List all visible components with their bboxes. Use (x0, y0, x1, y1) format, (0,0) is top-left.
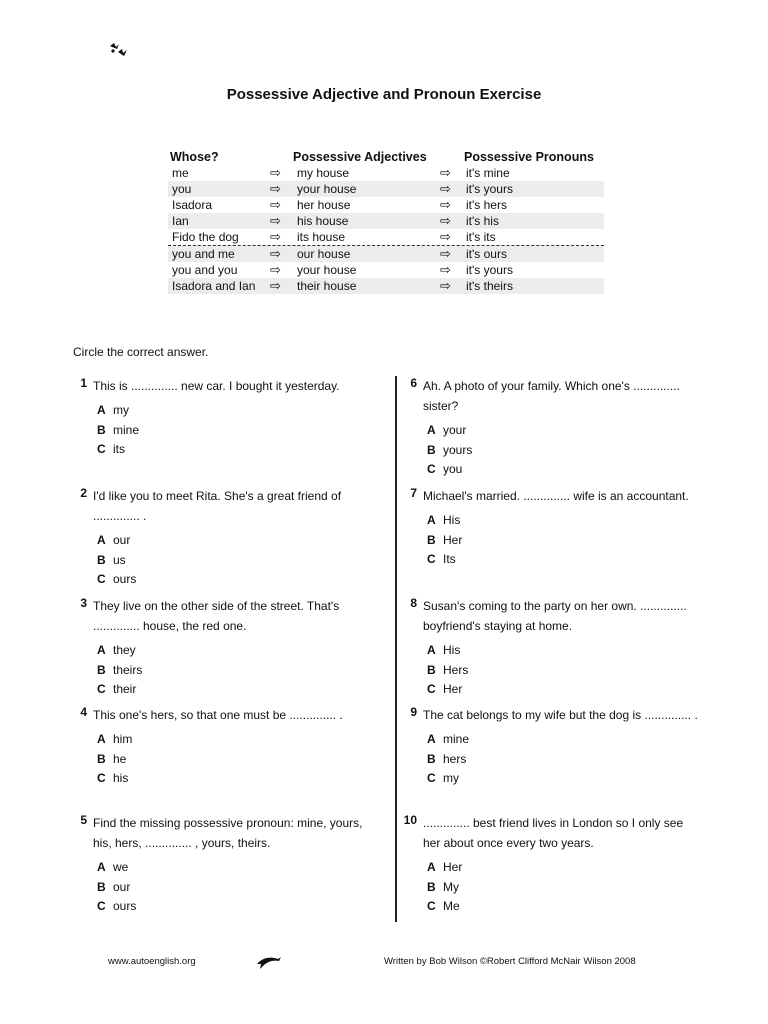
arrow-icon: ⇨ (270, 213, 281, 228)
option-text: theirs (113, 662, 143, 677)
possessive-adjective-cell: her house (297, 198, 351, 212)
option-letter: C (427, 462, 436, 476)
option-letter: B (427, 879, 436, 894)
option-letter: B (427, 662, 436, 677)
question-5 (73, 813, 373, 917)
option-text: my (443, 771, 459, 785)
option-text: our (113, 879, 131, 894)
question-text: This is .............. new car. I bought it yesterday. (93, 379, 340, 393)
question-number: 3 (80, 596, 87, 610)
answer-option[interactable] (97, 440, 373, 460)
table-row (168, 165, 604, 181)
header-possessive-adjectives: Possessive Adjectives (293, 150, 427, 164)
question-text: Ah. A photo of your family. Which one's .............. sister? (423, 379, 680, 413)
question-number: 9 (410, 705, 417, 719)
question-text: I'd like you to meet Rita. She's a great friend of .............. . (93, 489, 342, 523)
website-link[interactable]: www.autoenglish.org (108, 956, 196, 967)
answer-option[interactable] (427, 680, 703, 700)
option-text: My (443, 879, 459, 894)
option-letter: C (97, 572, 106, 586)
option-letter: A (427, 732, 436, 746)
arrow-icon: ⇨ (270, 165, 281, 180)
question-8 (403, 596, 703, 700)
answer-options (427, 641, 703, 700)
answer-options (427, 421, 703, 480)
whose-cell: Ian (172, 214, 189, 228)
answer-options (97, 858, 373, 917)
possessive-pronoun-cell: it's ours (466, 247, 507, 261)
arrow-icon: ⇨ (270, 262, 281, 277)
option-text: Her (443, 532, 463, 547)
answer-option[interactable] (97, 531, 373, 551)
whose-cell: you (172, 182, 192, 196)
option-text: his (113, 771, 129, 785)
option-letter: C (427, 899, 436, 913)
answer-option[interactable] (97, 551, 373, 571)
column-divider (395, 376, 397, 922)
table-row (168, 229, 604, 245)
whose-cell: you and me (172, 247, 235, 261)
answer-option[interactable] (97, 858, 373, 878)
option-text: Hers (443, 662, 469, 677)
option-text: my (113, 403, 129, 417)
option-letter: B (427, 532, 436, 547)
option-letter: C (97, 899, 106, 913)
answer-option[interactable] (427, 441, 703, 461)
possessive-pronoun-cell: it's mine (466, 166, 510, 180)
answer-option[interactable] (427, 858, 703, 878)
arrow-icon: ⇨ (440, 213, 451, 228)
option-letter: B (97, 422, 106, 437)
question-4 (73, 705, 373, 789)
arrow-icon: ⇨ (440, 229, 451, 244)
table-row (168, 262, 604, 278)
possessive-pronoun-cell: it's yours (466, 182, 513, 196)
question-1 (73, 376, 373, 460)
option-text: Me (443, 899, 460, 913)
option-letter: B (427, 442, 436, 457)
question-number: 1 (80, 376, 87, 390)
answer-option[interactable] (427, 730, 703, 750)
arrow-icon: ⇨ (270, 229, 281, 244)
question-3 (73, 596, 373, 700)
question-text: The cat belongs to my wife but the dog is .............. . (423, 708, 698, 722)
option-text: its (113, 442, 125, 456)
table-row (168, 181, 604, 197)
arrow-icon: ⇨ (440, 181, 451, 196)
possessive-adjective-cell: your house (297, 263, 357, 277)
option-letter: A (427, 423, 436, 437)
question-text: Find the missing possessive pronoun: mine, yours, his, hers, .............. , yours, theirs. (93, 816, 363, 850)
option-text: Her (443, 682, 463, 696)
possessive-adjective-cell: his house (297, 214, 349, 228)
option-text: your (443, 423, 467, 437)
option-letter: C (427, 682, 436, 696)
birds-logo-icon (108, 40, 130, 60)
question-number: 5 (80, 813, 87, 827)
option-letter: A (97, 643, 106, 657)
possessives-table (168, 150, 604, 294)
question-text: They live on the other side of the street. That's .............. house, the red one. (93, 599, 340, 633)
answer-option[interactable] (97, 897, 373, 917)
answer-option[interactable] (427, 897, 703, 917)
option-text: he (113, 751, 127, 766)
answer-option[interactable] (427, 531, 703, 551)
arrow-icon: ⇨ (440, 278, 451, 293)
answer-option[interactable] (427, 878, 703, 898)
answer-option[interactable] (427, 550, 703, 570)
arrow-icon: ⇨ (270, 181, 281, 196)
answer-option[interactable] (97, 570, 373, 590)
answer-option[interactable] (97, 769, 373, 789)
answer-option[interactable] (97, 730, 373, 750)
question-number: 10 (403, 813, 417, 827)
whose-cell: you and you (172, 263, 238, 277)
answer-option[interactable] (427, 421, 703, 441)
answer-option[interactable] (427, 460, 703, 480)
question-10 (403, 813, 703, 917)
option-letter: A (97, 533, 106, 547)
option-text: Its (443, 552, 456, 566)
question-number: 4 (80, 705, 87, 719)
answer-option[interactable] (97, 641, 373, 661)
option-letter: C (427, 552, 436, 566)
possessive-pronoun-cell: it's theirs (466, 279, 513, 293)
arrow-icon: ⇨ (440, 246, 451, 261)
answer-option[interactable] (97, 401, 373, 421)
answer-option[interactable] (427, 661, 703, 681)
option-letter: A (427, 643, 436, 657)
answer-option[interactable] (97, 878, 373, 898)
option-letter: C (97, 682, 106, 696)
whose-cell: Isadora (172, 198, 213, 212)
option-letter: B (97, 662, 106, 677)
question-number: 7 (410, 486, 417, 500)
copyright-credit: Written by Bob Wilson ©Robert Clifford McNair Wilson 2008 (384, 956, 636, 967)
answer-option[interactable] (427, 641, 703, 661)
option-letter: B (97, 751, 106, 766)
arrow-icon: ⇨ (440, 197, 451, 212)
option-letter: A (97, 732, 106, 746)
option-text: ours (113, 572, 137, 586)
arrow-icon: ⇨ (440, 262, 451, 277)
option-text: hers (443, 751, 467, 766)
option-text: yours (443, 442, 473, 457)
possessive-pronoun-cell: it's its (466, 230, 496, 244)
question-2 (73, 486, 373, 590)
option-text: they (113, 643, 136, 657)
option-text: we (113, 860, 129, 874)
option-text: you (443, 462, 463, 476)
option-text: mine (443, 732, 470, 746)
page-title: Possessive Adjective and Pronoun Exercise (226, 86, 542, 103)
possessive-adjective-cell: your house (297, 182, 357, 196)
arrow-icon: ⇨ (270, 246, 281, 261)
possessive-pronoun-cell: it's yours (466, 263, 513, 277)
question-6 (403, 376, 703, 480)
answer-options (97, 641, 373, 700)
option-text: His (443, 513, 461, 527)
arrow-icon: ⇨ (440, 165, 451, 180)
possessive-pronoun-cell: it's his (466, 214, 499, 228)
answer-options (97, 730, 373, 789)
question-number: 2 (80, 486, 87, 500)
question-text: .............. best friend lives in London so I only see her about once every two years. (423, 816, 684, 850)
answer-option[interactable] (97, 680, 373, 700)
arrow-icon: ⇨ (270, 278, 281, 293)
question-number: 6 (410, 376, 417, 390)
header-whose: Whose? (170, 150, 219, 164)
possessive-adjective-cell: my house (297, 166, 350, 180)
dolphin-logo-icon (256, 952, 282, 970)
option-text: us (113, 552, 126, 567)
answer-options (427, 511, 703, 570)
option-letter: C (97, 771, 106, 785)
table-row (168, 278, 604, 294)
option-text: our (113, 533, 131, 547)
option-letter: B (427, 751, 436, 766)
answer-option[interactable] (97, 421, 373, 441)
whose-cell: Isadora and Ian (172, 279, 256, 293)
option-text: Her (443, 860, 463, 874)
possessive-adjective-cell: its house (297, 230, 346, 244)
option-text: mine (113, 422, 140, 437)
possessive-adjective-cell: our house (297, 247, 351, 261)
option-letter: A (97, 860, 106, 874)
whose-cell: Fido the dog (172, 230, 239, 244)
whose-cell: me (172, 166, 189, 180)
option-letter: A (427, 513, 436, 527)
answer-options (427, 730, 703, 789)
option-letter: A (97, 403, 106, 417)
answer-option[interactable] (97, 750, 373, 770)
answer-option[interactable] (427, 750, 703, 770)
option-letter: A (427, 860, 436, 874)
question-number: 8 (410, 596, 417, 610)
option-text: ours (113, 899, 137, 913)
option-text: His (443, 643, 461, 657)
possessive-pronoun-cell: it's hers (466, 198, 507, 212)
option-text: their (113, 682, 137, 696)
arrow-icon: ⇨ (270, 197, 281, 212)
answer-options (97, 401, 373, 460)
answer-option[interactable] (427, 769, 703, 789)
question-7 (403, 486, 703, 570)
question-9 (403, 705, 703, 789)
header-possessive-pronouns: Possessive Pronouns (464, 150, 594, 164)
possessive-adjective-cell: their house (297, 279, 357, 293)
table-row (168, 213, 604, 229)
answer-option[interactable] (427, 511, 703, 531)
question-text: Susan's coming to the party on her own. .............. boyfriend's staying at home. (423, 599, 687, 633)
table-header-row (168, 150, 604, 165)
option-text: him (113, 732, 133, 746)
option-letter: C (97, 442, 106, 456)
answer-options (427, 858, 703, 917)
question-text: This one's hers, so that one must be .............. . (93, 708, 343, 722)
answer-options (97, 531, 373, 590)
option-letter: B (97, 552, 106, 567)
table-row (168, 245, 604, 262)
table-row (168, 197, 604, 213)
answer-option[interactable] (97, 661, 373, 681)
question-text: Michael's married. .............. wife is an accountant. (423, 489, 689, 503)
option-letter: C (427, 771, 436, 785)
option-letter: B (97, 879, 106, 894)
instruction-text: Circle the correct answer. (73, 345, 209, 359)
